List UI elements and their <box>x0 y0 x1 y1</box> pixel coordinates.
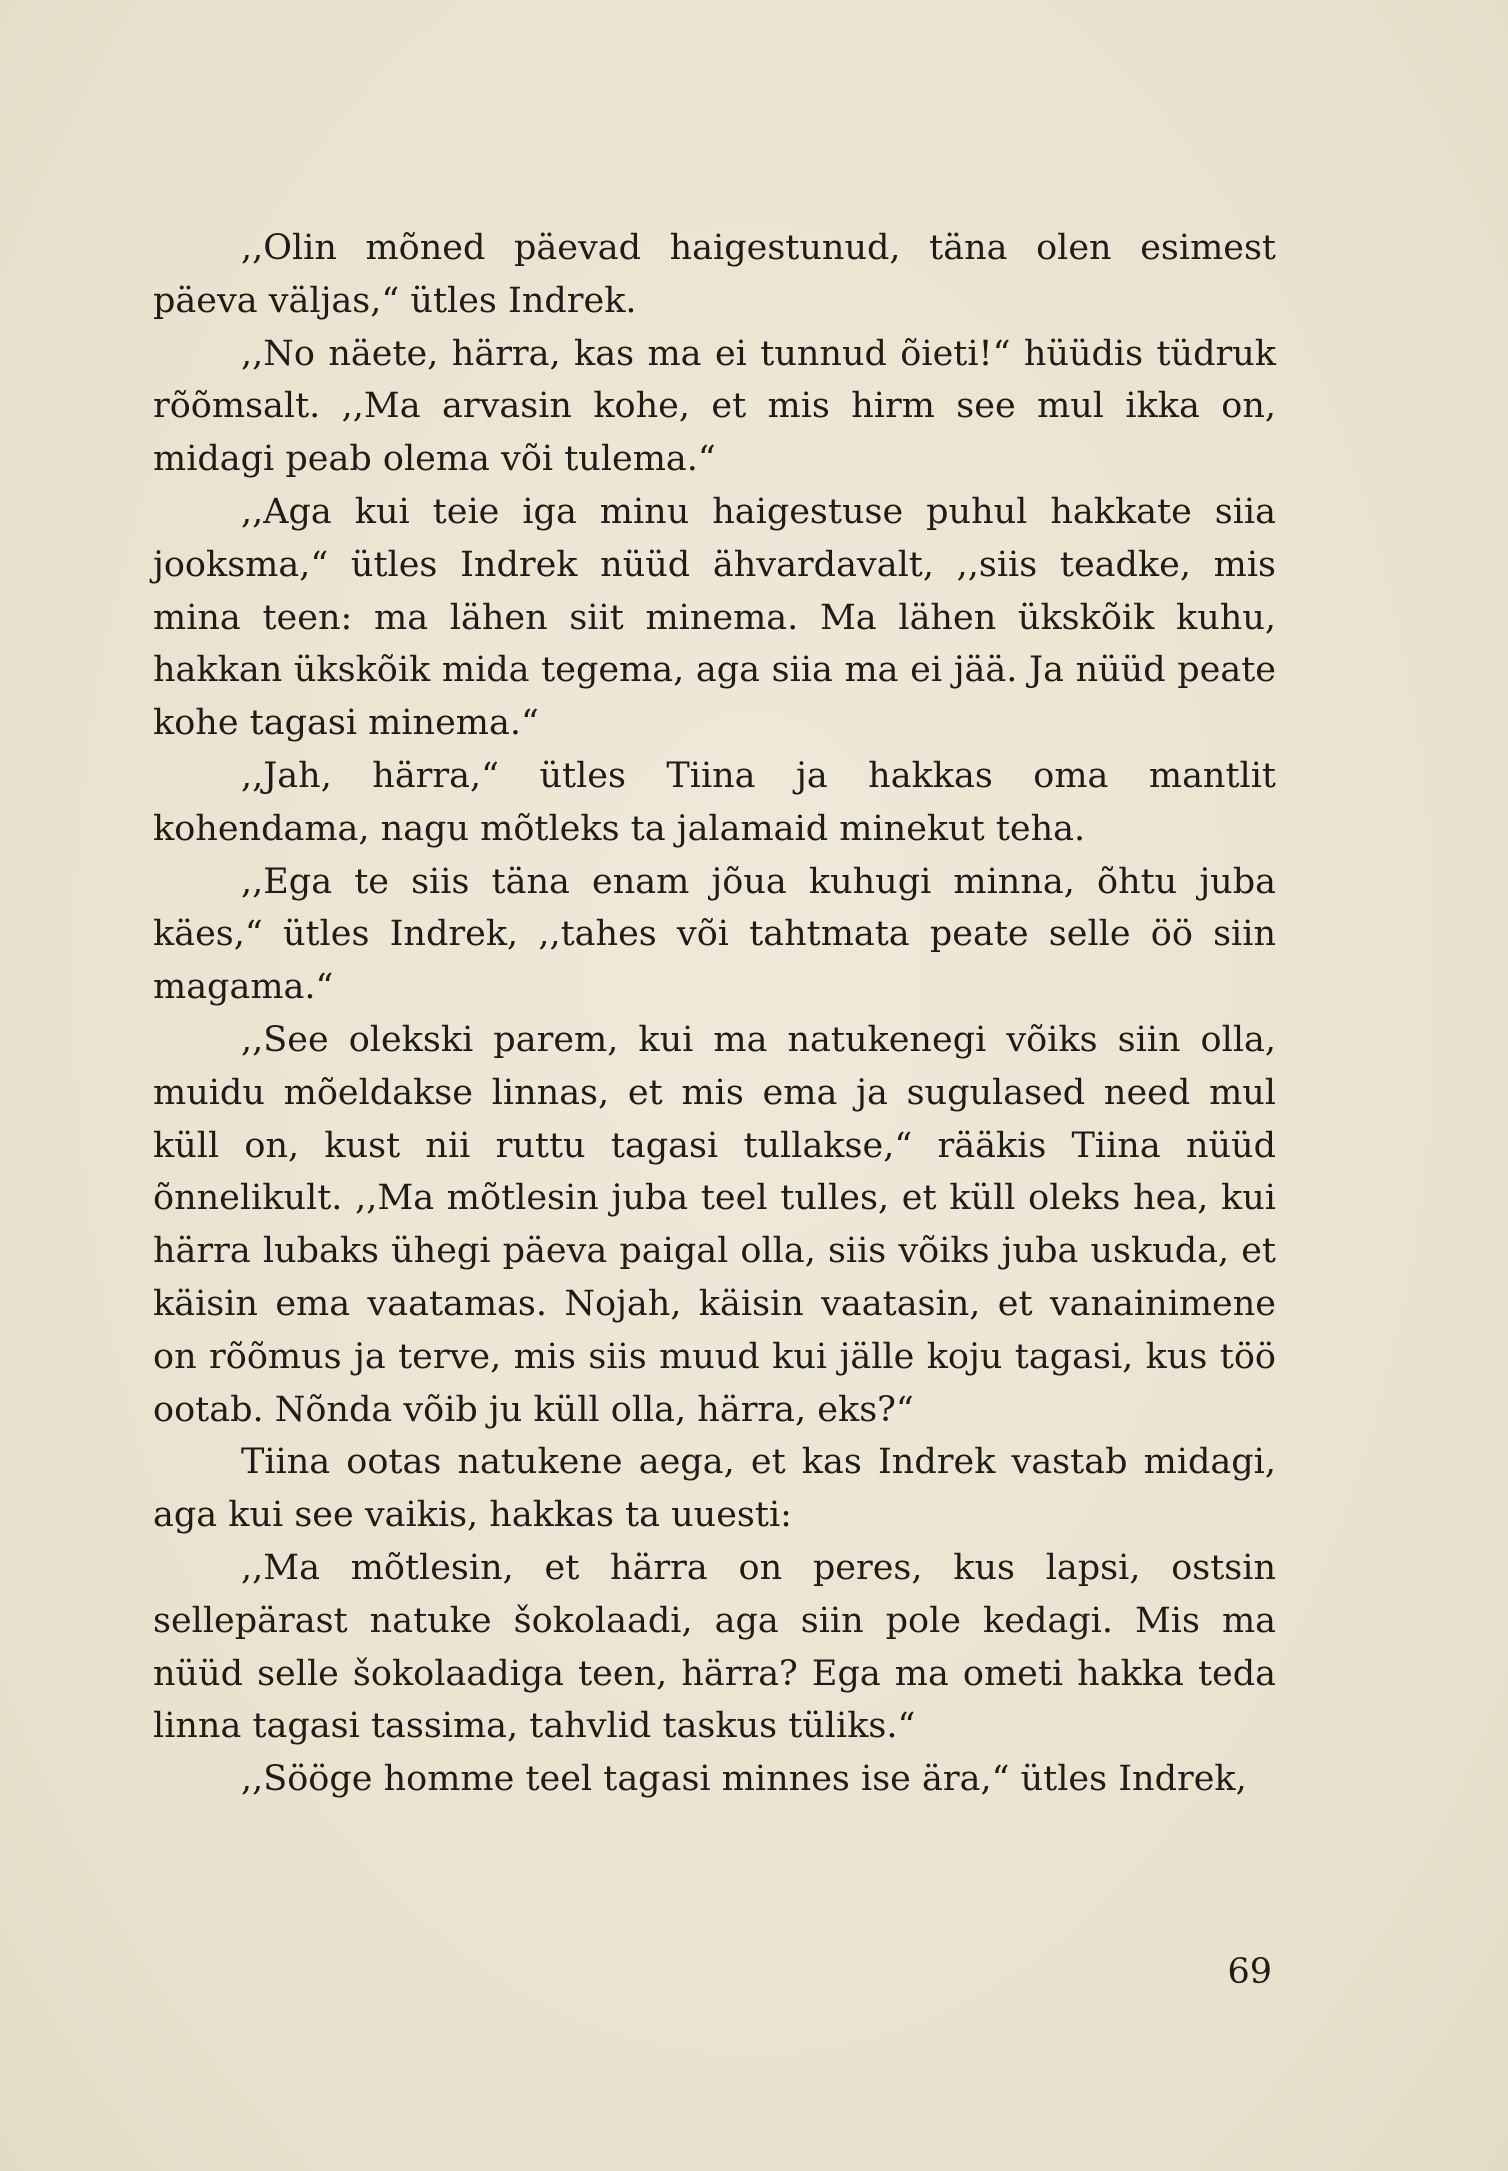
paragraph: ,,Ega te siis täna enam jõua kuhugi minna, õhtu juba käes,“ ütles Indrek, ,,tahes või tahtmata peate selle öö siin magama.“ <box>153 861 1276 1008</box>
paragraph: ,,Jah, härra,“ ütles Tiina ja hakkas oma mantlit kohendama, nagu mõtleks ta jalamaid minekut teha. <box>153 755 1276 849</box>
paragraph: ,,No näete, härra, kas ma ei tunnud õieti!“ hüüdis tüdruk rõõmsalt. ,,Ma arvasin kohe, et mis hirm see mul ikka on, midagi peab olema või tulema.“ <box>153 333 1276 480</box>
paragraph: ,,See olekski parem, kui ma natukenegi võiks siin olla, muidu mõeldakse linnas, et mis ema ja sugulased need mul küll on, kust nii ruttu tagasi tullakse,“ rääkis Tiina nüüd õnnelikult. ,,Ma mõtlesin juba teel tulles, et küll oleks hea, kui härra lubaks ühegi päeva paigal olla, siis võiks juba uskuda, et käisin ema vaatamas. Nojah, käisin vaatasin, et vanainimene on rõõmus ja terve, mis siis muud kui jälle koju tagasi, kus töö ootab. Nõnda võib ju küll olla, härra, eks?“ <box>153 1019 1276 1430</box>
paragraph: ,,Sööge homme teel tagasi minnes ise ära,“ ütles Indrek, <box>241 1759 1247 1800</box>
paragraph: Tiina ootas natukene aega, et kas Indrek vastab midagi, aga kui see vaikis, hakkas ta uuesti: <box>153 1442 1276 1536</box>
paragraph: ,,Aga kui teie iga minu haigestuse puhul hakkate siia jooksma,“ ütles Indrek nüüd ähvardavalt, ,,siis teadke, mis mina teen: ma lähen siit minema. Ma lähen ükskõik kuhu, hakkan ükskõik mida tegema, aga siia ma ei jää. Ja nüüd peate kohe tagasi minema.“ <box>153 491 1276 744</box>
paragraph: ,,Ma mõtlesin, et härra on peres, kus lapsi, ostsin sellepärast natuke šokolaadi, aga siin pole kedagi. Mis ma nüüd selle šokolaadiga teen, härra? Ega ma ometi hakka teda linna tagasi tassima, tahvlid taskus tüliks.“ <box>153 1547 1276 1747</box>
paragraph: ,,Olin mõned päevad haigestunud, täna olen esimest päeva väljas,“ ütles Indrek. <box>153 228 1276 321</box>
body-text <box>153 222 1276 1806</box>
page-number: 69 <box>1227 1952 1272 1992</box>
